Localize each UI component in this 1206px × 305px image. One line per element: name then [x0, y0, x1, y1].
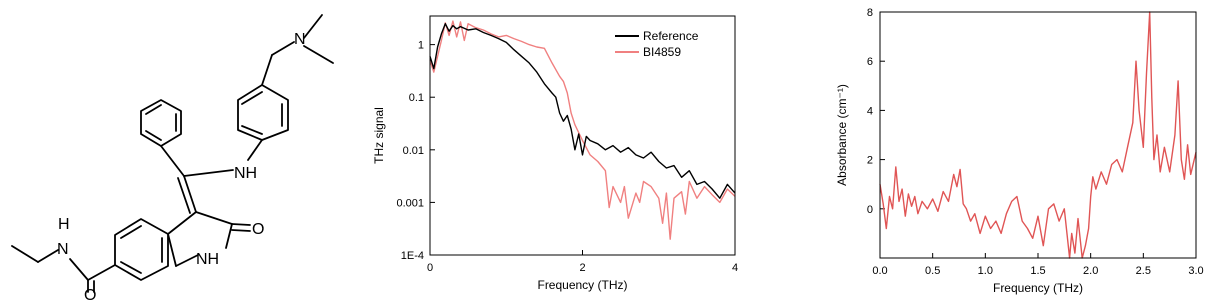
absorbance-chart — [830, 0, 1206, 300]
absorbance-plot — [830, 0, 1206, 300]
plot-frame — [430, 16, 735, 255]
x-axis-label: Frequency (THz) — [537, 278, 628, 292]
absorbance-line — [880, 12, 1196, 258]
x-tick-label: 1.5 — [1030, 265, 1046, 277]
y-tick-label: 2 — [866, 154, 873, 167]
plot-frame — [880, 12, 1196, 258]
atom-label-nh-aniline: NH — [234, 165, 258, 182]
y-tick-label: 8 — [866, 7, 873, 19]
aniline-ring — [238, 85, 288, 140]
series-line-reference — [430, 24, 735, 199]
y-tick-label: 0.1 — [408, 92, 424, 105]
series-line-bi4859 — [430, 21, 735, 239]
x-tick-label: 1.0 — [977, 265, 993, 277]
x-tick-label: 0 — [426, 262, 434, 274]
x-tick-label: 0.5 — [925, 265, 941, 277]
atom-label-n-dimethyl: N — [294, 31, 306, 48]
thz-signal-plot — [365, 0, 755, 300]
atom-label-n-amide: N — [57, 241, 69, 258]
x-tick-label: 3.0 — [1188, 265, 1204, 277]
y-tick-label: 1 — [417, 39, 424, 52]
atom-label-h-amide: H — [58, 216, 70, 233]
y-tick-label: 0.01 — [402, 144, 424, 157]
x-tick-label: 2.0 — [1083, 265, 1099, 277]
atom-label-nh-lactam: NH — [196, 251, 220, 268]
x-tick-label: 4 — [731, 262, 739, 274]
y-tick-label: 0.001 — [396, 197, 424, 210]
atom-label-o-amide: O — [84, 287, 97, 300]
atom-label-oxo: O — [252, 221, 265, 238]
legend-label-reference: Reference — [643, 29, 699, 43]
y-tick-label: 4 — [866, 105, 873, 118]
legend-label-bi4859: BI4859 — [643, 45, 682, 59]
benzo-ring — [115, 219, 168, 280]
x-tick-label: 2.5 — [1135, 265, 1151, 277]
x-tick-label: 0.0 — [872, 265, 888, 277]
y-tick-label: 1E-4 — [400, 250, 424, 262]
chemical-structure — [0, 0, 360, 300]
y-axis-label: Absorbance (cm⁻¹) — [835, 84, 849, 186]
thz-signal-chart — [365, 0, 755, 300]
legend — [615, 29, 699, 59]
y-axis-label: THz signal — [372, 107, 386, 164]
x-tick-label: 2 — [579, 262, 586, 274]
y-tick-label: 6 — [866, 56, 873, 69]
y-tick-label: 0 — [866, 203, 873, 216]
structure-drawing — [0, 0, 360, 300]
atom-labels — [57, 31, 306, 300]
x-axis-label: Frequency (THz) — [992, 281, 1084, 295]
